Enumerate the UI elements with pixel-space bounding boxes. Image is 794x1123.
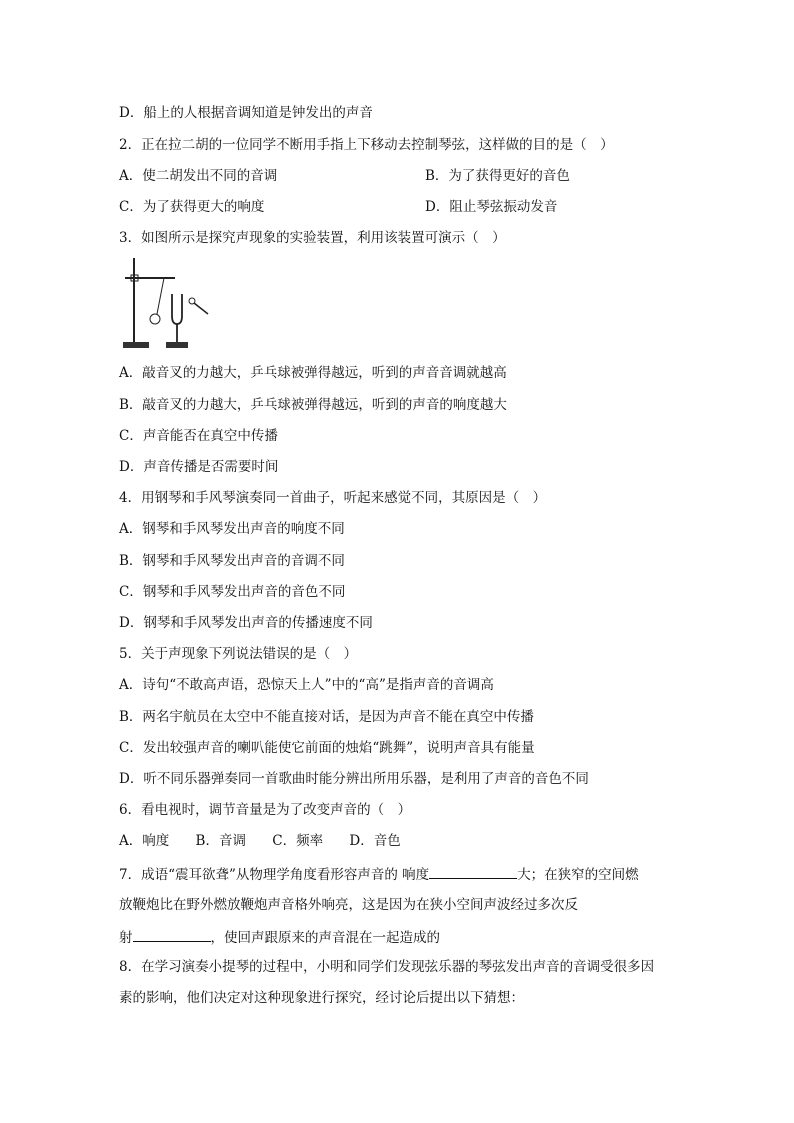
question-3: 3．如图所示是探究声现象的实验装置，利用该装置可演示（ ） xyxy=(119,230,506,246)
q3-option-c: C．声音能否在真空中传播 xyxy=(119,428,278,444)
question-7-line-1 xyxy=(119,864,639,884)
question-6: 6．看电视时，调节音量是为了改变声音的（ ） xyxy=(119,802,412,818)
q6-options xyxy=(119,832,423,850)
q5-option-c: C．发出较强声音的喇叭能使它前面的烛焰“跳舞”，说明声音具有能量 xyxy=(119,740,535,756)
q6-option-a: A．响度 xyxy=(119,833,170,849)
q5-option-d: D．听不同乐器弹奏同一首歌曲时能分辨出所用乐器，是利用了声音的音色不同 xyxy=(119,771,589,787)
q7-answer-blank-1[interactable] xyxy=(429,864,517,879)
question-7-line-2: 放鞭炮比在野外燃放鞭炮声音格外响亮，这是因为在狭小空间声波经过多次反 xyxy=(119,897,578,913)
q2-option-a: A．使二胡发出不同的音调 xyxy=(119,168,278,184)
q6-option-d: D．音色 xyxy=(349,833,401,849)
q3-option-b: B．敲音叉的力越大，乒乓球被弹得越远，听到的声音的响度越大 xyxy=(119,397,507,413)
q4-option-d: D．钢琴和手风琴发出声音的传播速度不同 xyxy=(119,615,373,631)
question-2: 2．正在拉二胡的一位同学不断用手指上下移动去控制琴弦，这样做的目的是（ ） xyxy=(119,137,614,153)
question-7-line-3 xyxy=(119,927,440,947)
q7-text-part-1: 7．成语“震耳欲聋”从物理学角度看形容声音的 响度 xyxy=(119,867,430,883)
q4-option-b: B．钢琴和手风琴发出声音的音调不同 xyxy=(119,553,345,569)
q4-option-a: A．钢琴和手风琴发出声音的响度不同 xyxy=(119,521,345,537)
q5-option-a: A．诗句“不敢高声语，恐惊天上人”中的“高”是指声音的音调高 xyxy=(119,677,494,693)
q2-option-c: C．为了获得更大的响度 xyxy=(119,199,265,215)
q6-option-c: C．频率 xyxy=(272,833,324,849)
question-8-line-1: 8．在学习演奏小提琴的过程中，小明和同学们发现弦乐器的琴弦发出声音的音调受很多因 xyxy=(119,959,655,975)
q7-text-part-5: ，使回声跟原来的声音混在一起造成的 xyxy=(210,930,440,946)
q7-text-part-4: 射 xyxy=(119,930,133,946)
question-8-line-2: 素的影响，他们决定对这种现象进行探究，经讨论后提出以下猜想： xyxy=(119,990,524,1006)
q3-option-d: D．声音传播是否需要时间 xyxy=(119,459,279,475)
q2-option-d: D．阻止琴弦振动发音 xyxy=(425,199,558,215)
q2-option-b: B．为了获得更好的音色 xyxy=(425,168,570,184)
q4-option-c: C．钢琴和手风琴发出声音的音色不同 xyxy=(119,584,346,600)
q7-answer-blank-2[interactable] xyxy=(133,927,211,942)
question-4: 4．用钢琴和手风琴演奏同一首曲子，听起来感觉不同，其原因是（ ） xyxy=(119,490,547,506)
q6-option-b: B．音调 xyxy=(195,833,246,849)
tuning-fork-apparatus-figure xyxy=(120,256,220,352)
question-5: 5．关于声现象下列说法错误的是（ ） xyxy=(119,646,358,662)
q3-option-a: A．敲音叉的力越大，乒乓球被弹得越远，听到的声音音调就越高 xyxy=(119,365,507,381)
q1-option-d: D．船上的人根据音调知道是钟发出的声音 xyxy=(119,105,373,121)
q7-text-part-2: 大；在狭窄的空间燃 xyxy=(517,867,639,883)
q5-option-b: B．两名宇航员在太空中不能直接对话，是因为声音不能在真空中传播 xyxy=(119,709,534,725)
